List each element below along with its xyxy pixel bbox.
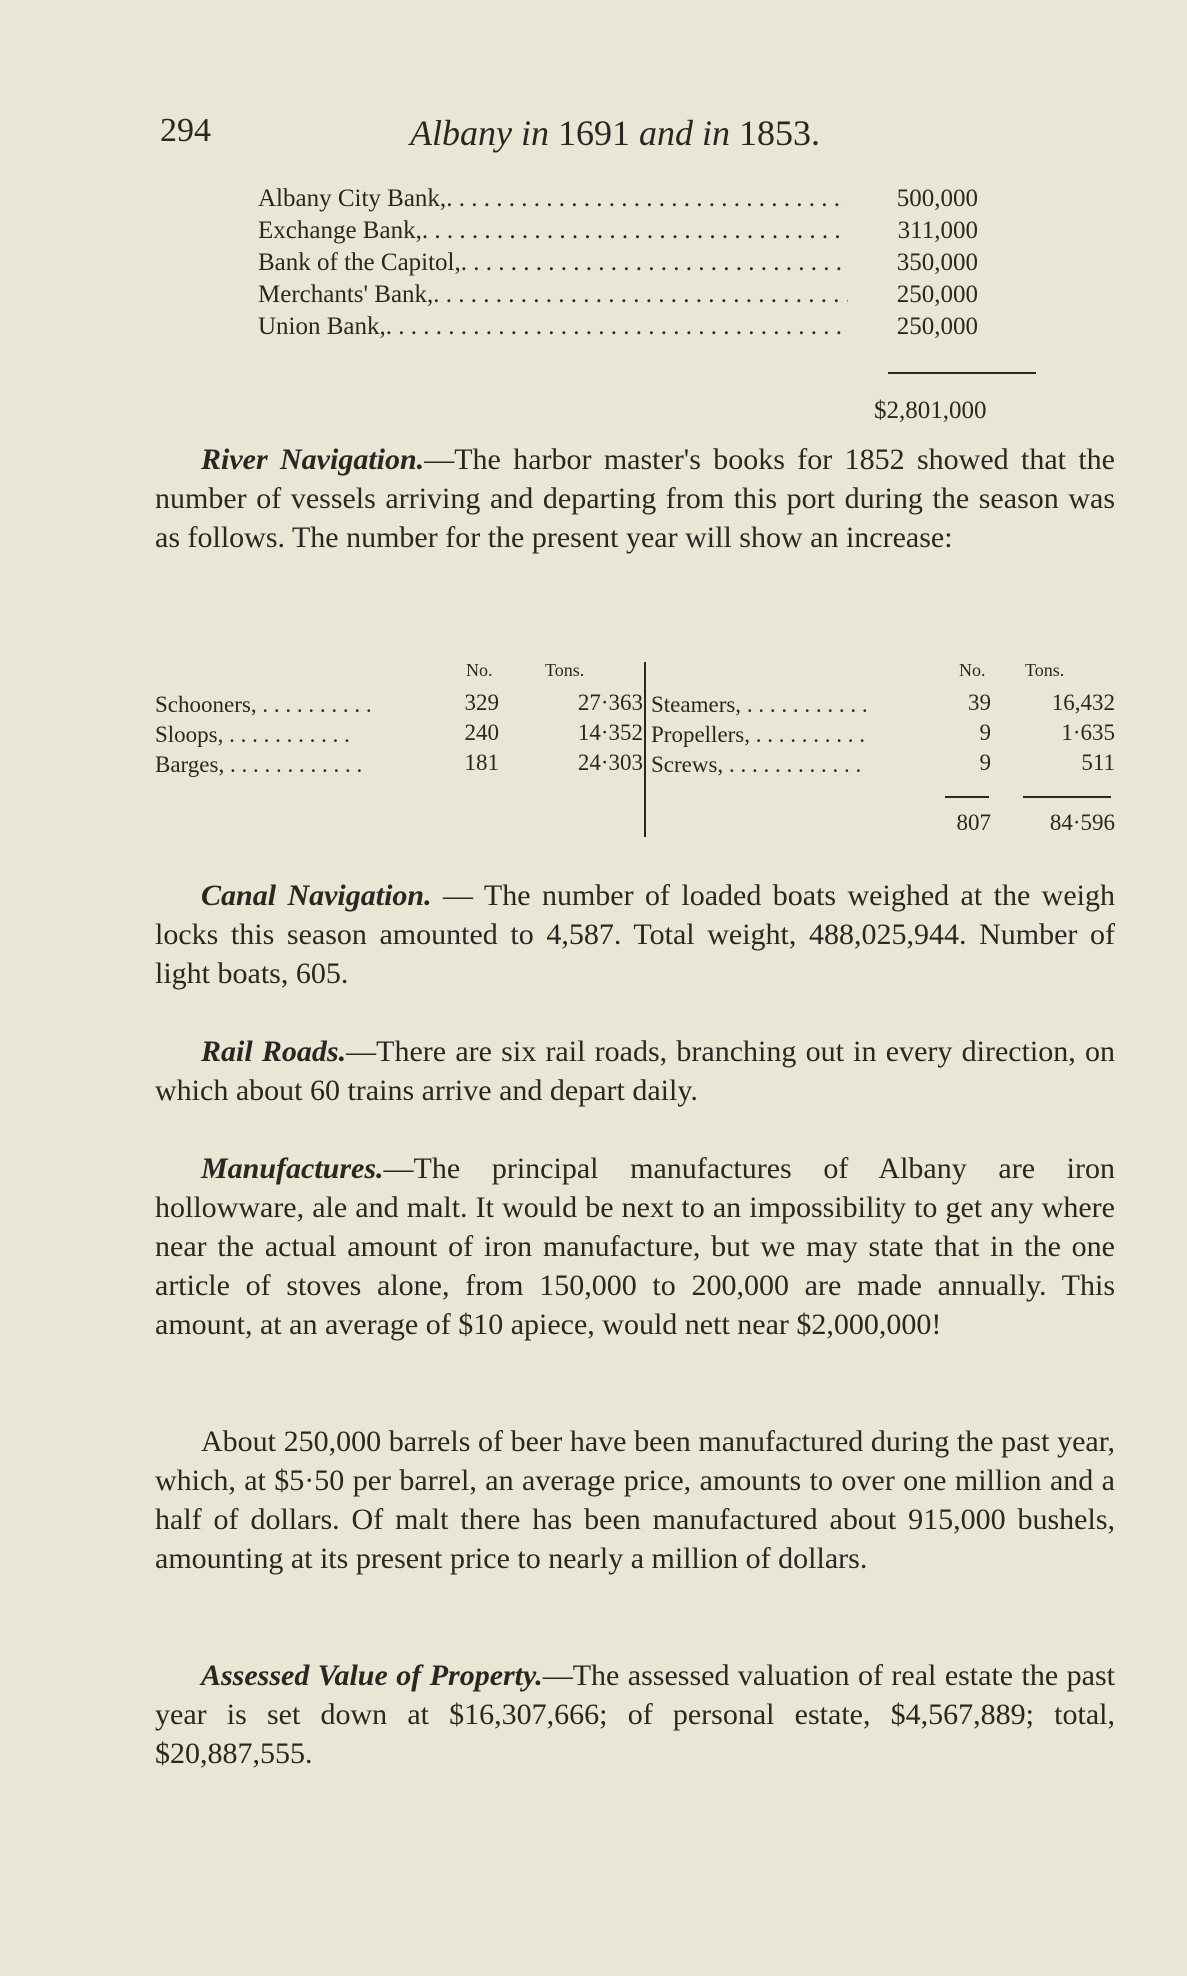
col-header-no: No. <box>466 660 493 680</box>
vessel-row: Barges, . . . . . . . . . . . . <box>155 752 363 777</box>
vessel-total-no: 807 <box>956 810 991 835</box>
vessel-total-tons: 84·596 <box>1049 810 1115 835</box>
col-header-tons: Tons. <box>545 660 585 680</box>
assessed-value-paragraph: Assessed Value of Property.—The assessed valuation of real estate the past year is set down at $16,307,666; of personal estate, $4,567,889; total, $20,887,555. <box>155 1659 1115 1770</box>
bank-sum-rule <box>888 372 1036 374</box>
bank-row: Albany City Bank, . . . 500,000 <box>258 183 1038 215</box>
river-navigation-paragraph: River Navigation.—The harbor master's books for 1852 showed that the number of vessels arriving and departing from this port during the season was as follows. The number for the present year will show an increase: <box>155 443 1115 554</box>
vessel-row: Propellers, . . . . . . . . . . <box>651 722 866 747</box>
bank-row: Exchange Bank, . . . 311,000 <box>258 215 1038 247</box>
canal-navigation-paragraph: Canal Navigation. — The number of loaded boats weighed at the weigh locks this season amounted to 4,587. Total weight, 488,025,944. Number of light boats, 605. <box>155 879 1115 990</box>
page-number: 294 <box>160 112 211 149</box>
vessel-row: Steamers, . . . . . . . . . . . <box>651 692 868 717</box>
col-header-no: No. <box>959 660 986 680</box>
table-divider <box>644 662 646 837</box>
page-header <box>160 108 920 158</box>
vessel-sum-rule <box>1023 796 1111 798</box>
manufactures-paragraph: Manufactures.—The principal manufactures of Albany are iron hollowware, ale and malt. It would be next to an impossibility to get any where near the actual amount of iron manufacture, but we may state that in the one article of stoves alone, from 150,000 to 200,000 are made annually. This amount, at an average of $10 apiece, would nett near $2,000,000! <box>155 1152 1115 1341</box>
beer-paragraph: About 250,000 barrels of beer have been manufactured during the past year, which, at $5·50 per barrel, an average price, amounts to over one million and a half of dollars. Of malt there has been manufactured about 915,000 bushels, amounting at its present price to nearly a million of dollars. <box>155 1425 1115 1575</box>
vessel-table: No. Tons. No. Tons. Schooners, . . . . . . . . . . 329 27·363 Sloops, . . . . . . . . . . . 240 14·352 Barges, . . . . . . . . . . . . 181 24·303 Steamers, . . . . . . . . . . . 39 16,432 Propellers, . . . . . . . . . . 9 1·635 Screws, . . . . . . . . . . . . 9 511 807 84·596 <box>155 660 1115 835</box>
running-title: Albany in 1691 and in 1853. <box>410 113 821 153</box>
vessel-row: Screws, . . . . . . . . . . . . <box>651 752 862 777</box>
col-header-tons: Tons. <box>1025 660 1065 680</box>
bank-row: Merchants' Bank, . . . 250,000 <box>258 279 1038 311</box>
vessel-row: Schooners, . . . . . . . . . . <box>155 692 372 717</box>
vessel-row: Sloops, . . . . . . . . . . . <box>155 722 350 747</box>
bank-total: $2,801,000 <box>874 397 987 424</box>
bank-row: Union Bank, . . . 250,000 <box>258 311 1038 343</box>
rail-roads-paragraph: Rail Roads.—There are six rail roads, branching out in every direction, on which about 60 trains arrive and depart daily. <box>155 1035 1116 1107</box>
vessel-sum-rule <box>945 796 989 798</box>
bank-row: Bank of the Capitol, . . . 350,000 <box>258 247 1038 279</box>
bank-capital-list <box>258 183 1038 343</box>
